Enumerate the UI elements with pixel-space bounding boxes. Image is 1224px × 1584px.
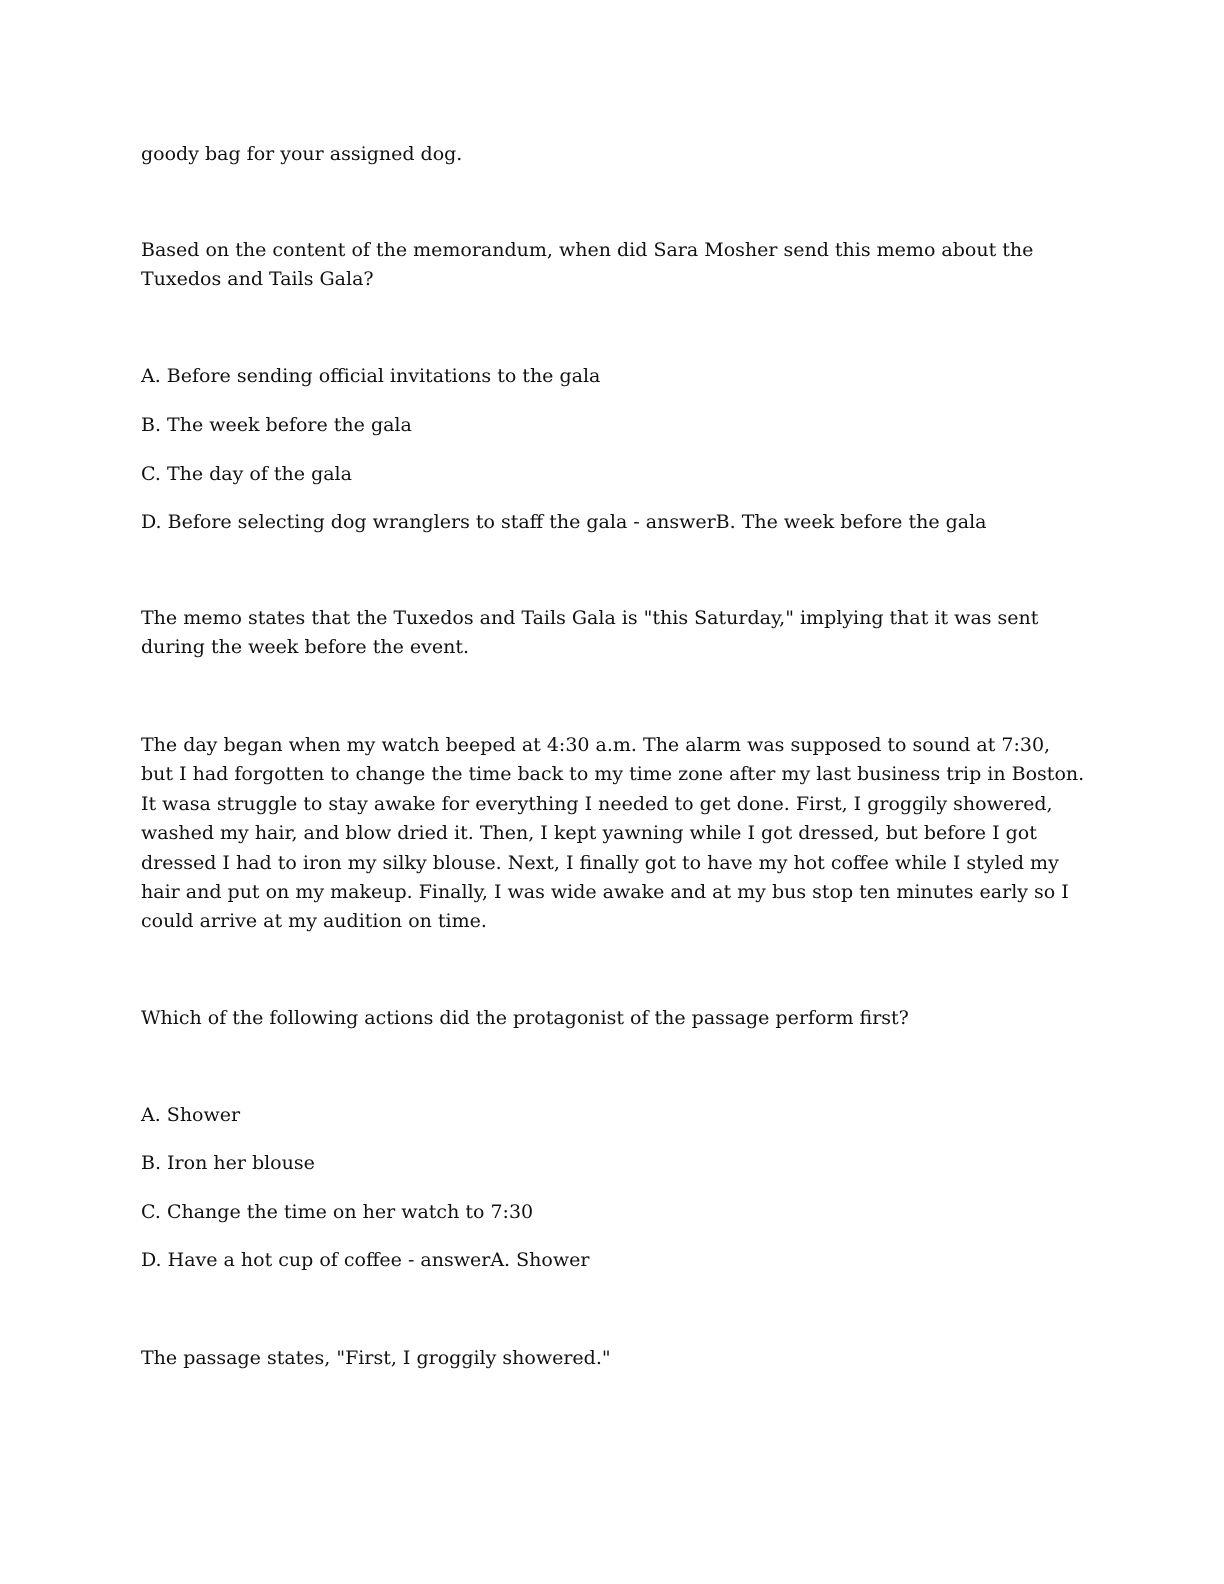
question-2-option-c: C. Change the time on her watch to 7:30 <box>141 1201 534 1223</box>
question-2-option-d-with-answer: D. Have a hot cup of coffee - answerA. Shower <box>141 1249 590 1271</box>
question-1-explanation: The memo states that the Tuxedos and Tails Gala is "this Saturday," implying that it was sent during the week before the event. <box>141 607 1039 659</box>
question-2-prompt: Which of the following actions did the protagonist of the passage perform first? <box>141 1007 909 1029</box>
intro-fragment: goody bag for your assigned dog. <box>141 143 463 165</box>
question-1-prompt: Based on the content of the memorandum, when did Sara Mosher send this memo about the Tuxedos and Tails Gala? <box>141 239 1034 291</box>
reading-passage: The day began when my watch beeped at 4:30 a.m. The alarm was supposed to sound at 7:30, but I had forgotten to change the time back to my time zone after my last business trip in Boston. It wasa struggle to stay awake for everything I needed to get done. First, I groggily showered, washed my hair, and blow dried it. Then, I kept yawning while I got dressed, but before I got dressed I had to iron my silky blouse. Next, I finally got to have my hot coffee while I styled my hair and put on my makeup. Finally, I was wide awake and at my bus stop ten minutes early so I could arrive at my audition on time. <box>141 734 1085 933</box>
question-2-option-a: A. Shower <box>141 1104 241 1126</box>
question-1-option-d-with-answer: D. Before selecting dog wranglers to staff the gala - answerB. The week before the gala <box>141 511 987 533</box>
question-2-explanation: The passage states, "First, I groggily showered." <box>141 1347 611 1369</box>
question-1-option-b: B. The week before the gala <box>141 414 412 436</box>
question-2-option-b: B. Iron her blouse <box>141 1152 315 1174</box>
question-1-option-a: A. Before sending official invitations to the gala <box>141 365 601 387</box>
question-1-option-c: C. The day of the gala <box>141 463 352 485</box>
